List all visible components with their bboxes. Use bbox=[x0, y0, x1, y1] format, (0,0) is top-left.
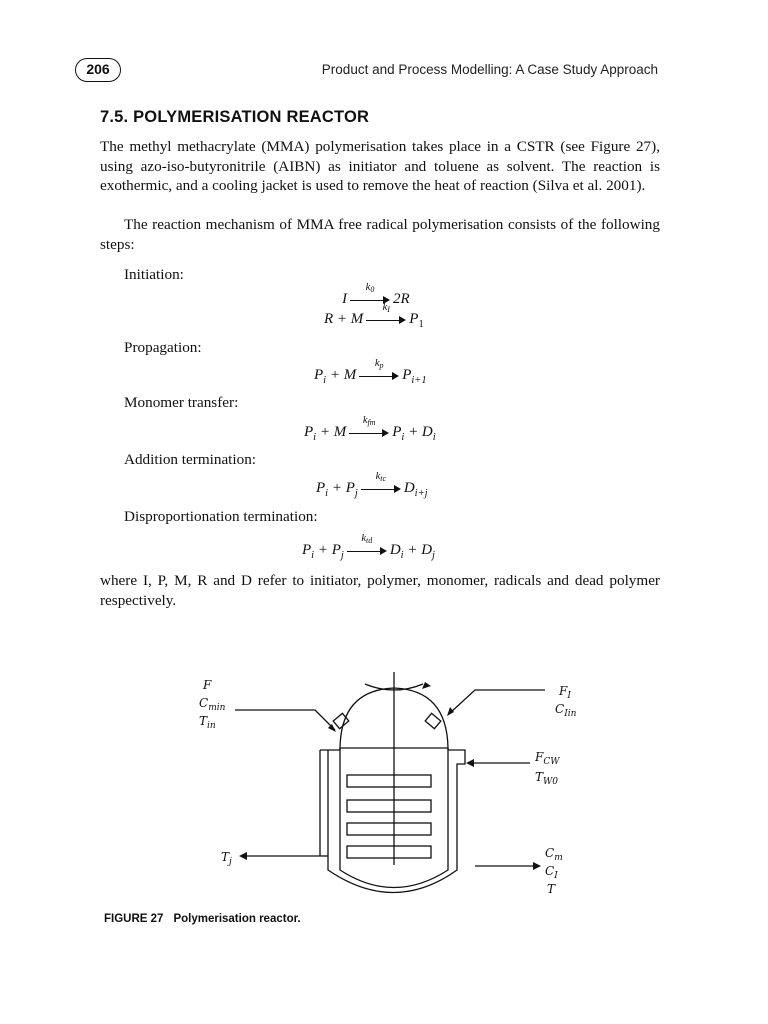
paragraph-mechanism: The reaction mechanism of MMA free radical polymerisation consists of the following steps: bbox=[100, 216, 660, 253]
section-heading: 7.5. POLYMERISATION REACTOR bbox=[100, 108, 370, 126]
label-jacket-temperature: $T_j$ bbox=[221, 850, 232, 867]
reaction-arrow: k0 bbox=[350, 293, 390, 307]
impeller-plate bbox=[347, 846, 431, 858]
impeller-plate bbox=[347, 800, 431, 812]
impeller-plate bbox=[347, 823, 431, 835]
rotation-arrowhead bbox=[422, 682, 431, 689]
reaction-arrow: ktd bbox=[347, 544, 387, 558]
label-feed-temperature: $T_{in}$ bbox=[199, 714, 216, 731]
label-coolant-flow: $F_{CW}$ bbox=[535, 750, 560, 767]
reaction-arrow: kfm bbox=[349, 426, 389, 440]
reactor-diagram bbox=[185, 670, 605, 910]
label-feed-concentration: $C_{min}$ bbox=[199, 696, 226, 713]
coolant-inlet-arrowhead bbox=[466, 759, 474, 767]
label-outlet-initiator: $C_I$ bbox=[545, 864, 558, 881]
label-coolant-temperature: $T_{W0}$ bbox=[535, 770, 558, 787]
step-monomer-transfer-label: Monomer transfer: bbox=[124, 394, 239, 411]
equation-addition-termination: $P_i + P_j$ ktc $D_{i+j}$ bbox=[316, 470, 428, 499]
right-feed-line bbox=[450, 690, 545, 713]
paragraph-intro: The methyl methacrylate (MMA) polymerisation takes place in a CSTR (see Figure 27), using azo-iso-butyronitrile (AIBN) as initiator and toluene as solvent. The reaction is exothermic, and a cooling jacket is used to remove the heat of reaction (Silva et al. 2001). bbox=[100, 138, 660, 194]
right-inlet-nozzle bbox=[425, 713, 441, 728]
figure-caption-text: Polymerisation reactor. bbox=[173, 913, 301, 925]
equation-monomer-transfer: $P_i + M$ kfm $P_i + D_i$ bbox=[304, 414, 436, 443]
step-propagation-label: Propagation: bbox=[124, 339, 202, 356]
label-feed-flow: F bbox=[203, 678, 212, 692]
reactor-figure bbox=[185, 670, 605, 910]
label-initiator-flow: $F_I$ bbox=[559, 684, 571, 701]
left-feed-arrowhead bbox=[328, 724, 336, 732]
label-initiator-concentration: $C_{Iin}$ bbox=[555, 702, 577, 719]
left-feed-line bbox=[235, 710, 335, 730]
step-addition-termination-label: Addition termination: bbox=[124, 451, 257, 468]
step-disproportionation-label: Disproportionation termination: bbox=[124, 508, 318, 525]
reaction-arrow: kp bbox=[359, 369, 399, 383]
running-title: Product and Process Modelling: A Case Study Approach bbox=[321, 62, 658, 77]
reaction-arrow: kI bbox=[366, 313, 406, 327]
product-outlet-arrowhead bbox=[533, 862, 541, 870]
equation-propagation: $P_i + M$ kp $P_{i+1}$ bbox=[314, 357, 427, 386]
jacket-outlet-arrowhead bbox=[239, 852, 247, 860]
step-initiation-label: Initiation: bbox=[124, 266, 184, 283]
paragraph-definitions: where I, P, M, R and D refer to initiator, polymer, monomer, radicals and dead polymer respectively. bbox=[100, 572, 660, 609]
label-outlet-monomer: $C_m$ bbox=[545, 846, 563, 863]
equation-initiation-1: I k0 2R bbox=[342, 281, 410, 307]
label-outlet-temperature: T bbox=[547, 882, 556, 896]
right-feed-arrowhead bbox=[447, 707, 454, 716]
reaction-arrow: ktc bbox=[361, 482, 401, 496]
impeller-plate bbox=[347, 775, 431, 787]
equation-disproportionation: $P_i + P_j$ ktd $D_i + D_j$ bbox=[302, 532, 435, 561]
figure-caption-label: FIGURE 27 bbox=[104, 913, 164, 925]
page-number: 206 bbox=[75, 58, 121, 82]
figure-caption bbox=[104, 913, 301, 925]
equation-initiation-2: R + M kI $P_1$ bbox=[324, 301, 424, 330]
